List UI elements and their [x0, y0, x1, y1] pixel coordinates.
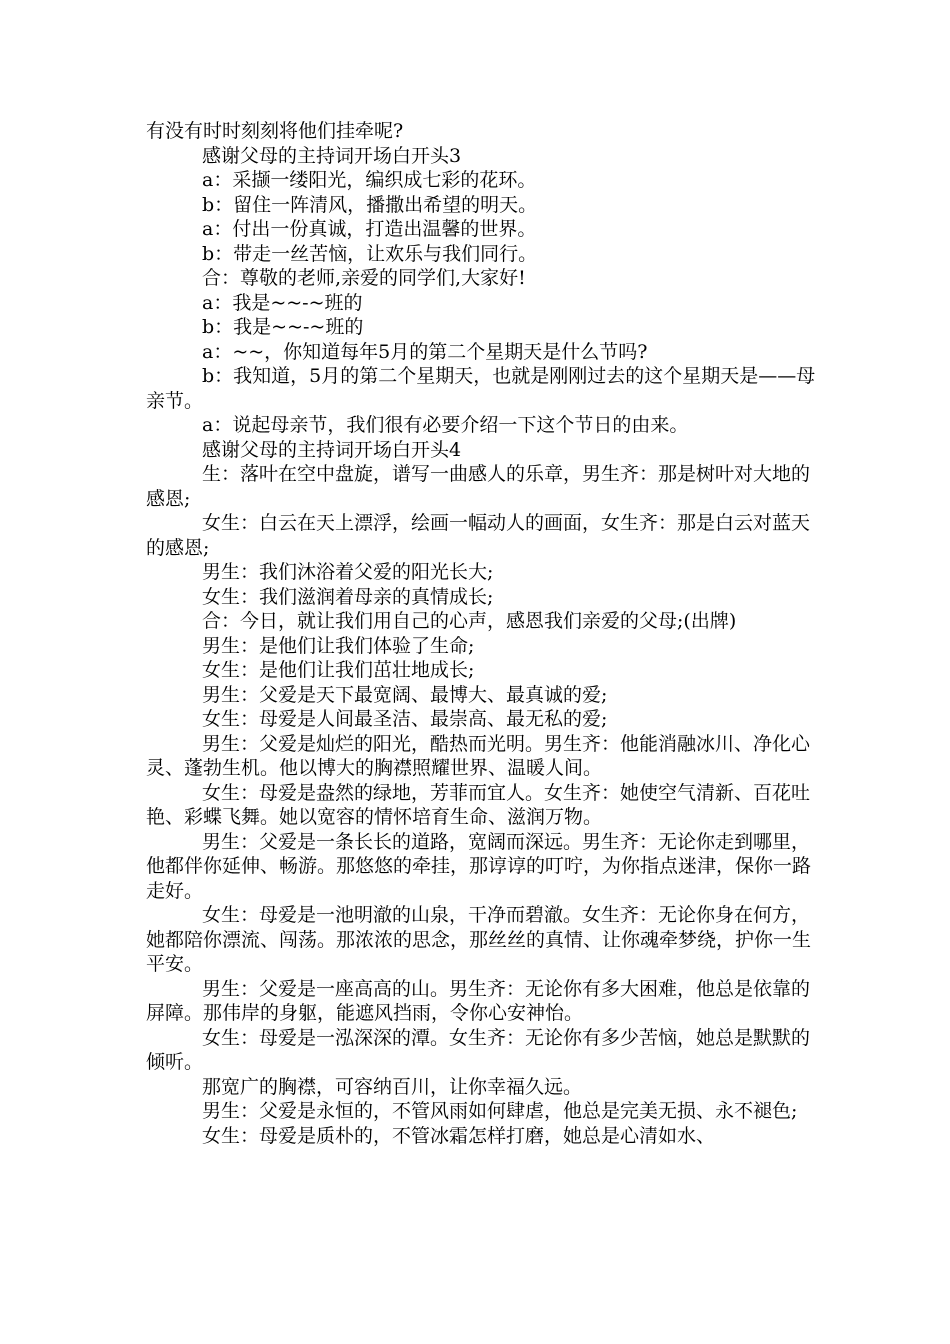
- document-page: [146, 119, 816, 1148]
- paragraph: 合：尊敬的老师,亲爱的同学们,大家好!: [202, 267, 526, 289]
- paragraph: 男生：父爱是灿烂的阳光，酷热而光明。男生齐：他能消融冰川、净化心灵、蓬勃生机。他以博大的胸襟照耀世界、温暖人间。: [146, 732, 811, 779]
- paragraph: 男生：父爱是一条长长的道路，宽阔而深远。男生齐：无论你走到哪里，他都伴你延伸、畅游。那悠悠的牵挂，那谆谆的叮咛，为你指点迷津，保你一路走好。: [146, 830, 812, 902]
- paragraph: 女生：母爱是盎然的绿地，芳菲而宜人。女生齐：她使空气清新、百花吐艳、彩蝶飞舞。她以宽容的情怀培育生命、滋润万物。: [146, 781, 811, 828]
- paragraph: 那宽广的胸襟，可容纳百川，让你幸福久远。: [202, 1075, 583, 1098]
- paragraph: b：我是~~-~班的: [202, 316, 364, 338]
- paragraph: a：我是~~-~班的: [202, 291, 363, 314]
- paragraph: 女生：母爱是一池明澈的山泉，干净而碧澈。女生齐：无论你身在何方，她都陪你漂流、闯荡。那浓浓的思念，那丝丝的真情、让你魂牵梦绕，护你一生平安。: [146, 904, 812, 975]
- paragraph: b：留住一阵清风，播撒出希望的明天。: [202, 193, 538, 216]
- paragraph: 男生：父爱是天下最宽阔、最博大、最真诚的爱;: [202, 683, 608, 706]
- paragraph: 女生：母爱是一泓深深的潭。女生齐：无论你有多少苦恼，她总是默默的倾听。: [146, 1026, 811, 1073]
- paragraph: 女生：我们滋润着母亲的真情成长;: [202, 585, 494, 608]
- paragraph: a：采撷一缕阳光，编织成七彩的花环。: [202, 169, 537, 191]
- paragraph: 女生：白云在天上漂浮，绘画一幅动人的画面，女生齐：那是白云对蓝天的感恩;: [146, 512, 811, 559]
- section-heading: 感谢父母的主持词开场白开头4: [202, 438, 462, 461]
- paragraph: b：带走一丝苦恼，让欢乐与我们同行。: [202, 242, 538, 265]
- section-heading: 感谢父母的主持词开场白开头3: [202, 144, 462, 167]
- paragraph: 合：今日，就让我们用自己的心声，感恩我们亲爱的父母;(出牌): [202, 610, 737, 632]
- paragraph: a：说起母亲节，我们很有必要介绍一下这个节日的由来。: [202, 414, 689, 436]
- paragraph: 男生：父爱是一座高高的山。男生齐：无论你有多大困难，他总是依靠的屏障。那伟岸的身躯，能遮风挡雨，令你心安神怡。: [146, 977, 811, 1024]
- paragraph: 女生：母爱是质朴的，不管冰霜怎样打磨，她总是心清如水、: [202, 1124, 716, 1147]
- paragraph: 女生：母爱是人间最圣洁、最崇高、最无私的爱;: [202, 708, 608, 730]
- paragraph: 生：落叶在空中盘旋，谱写一曲感人的乐章，男生齐：那是树叶对大地的感恩;: [146, 463, 811, 510]
- paragraph: 女生：是他们让我们茁壮地成长;: [202, 659, 475, 681]
- paragraph: b：我知道，5月的第二个星期天，也就是刚刚过去的这个星期天是——母亲节。: [146, 365, 816, 412]
- paragraph: 男生：我们沐浴着父爱的阳光长大;: [202, 561, 494, 583]
- paragraph: 男生：是他们让我们体验了生命;: [202, 634, 475, 657]
- paragraph: 有没有时时刻刻将他们挂牵呢?: [146, 120, 404, 142]
- paragraph: a：付出一份真诚，打造出温馨的世界。: [202, 218, 537, 240]
- paragraph: 男生：父爱是永恒的，不管风雨如何肆虐，他总是完美无损、永不褪色;: [202, 1100, 798, 1122]
- paragraph: a：~~，你知道每年5月的第二个星期天是什么节吗?: [202, 340, 648, 363]
